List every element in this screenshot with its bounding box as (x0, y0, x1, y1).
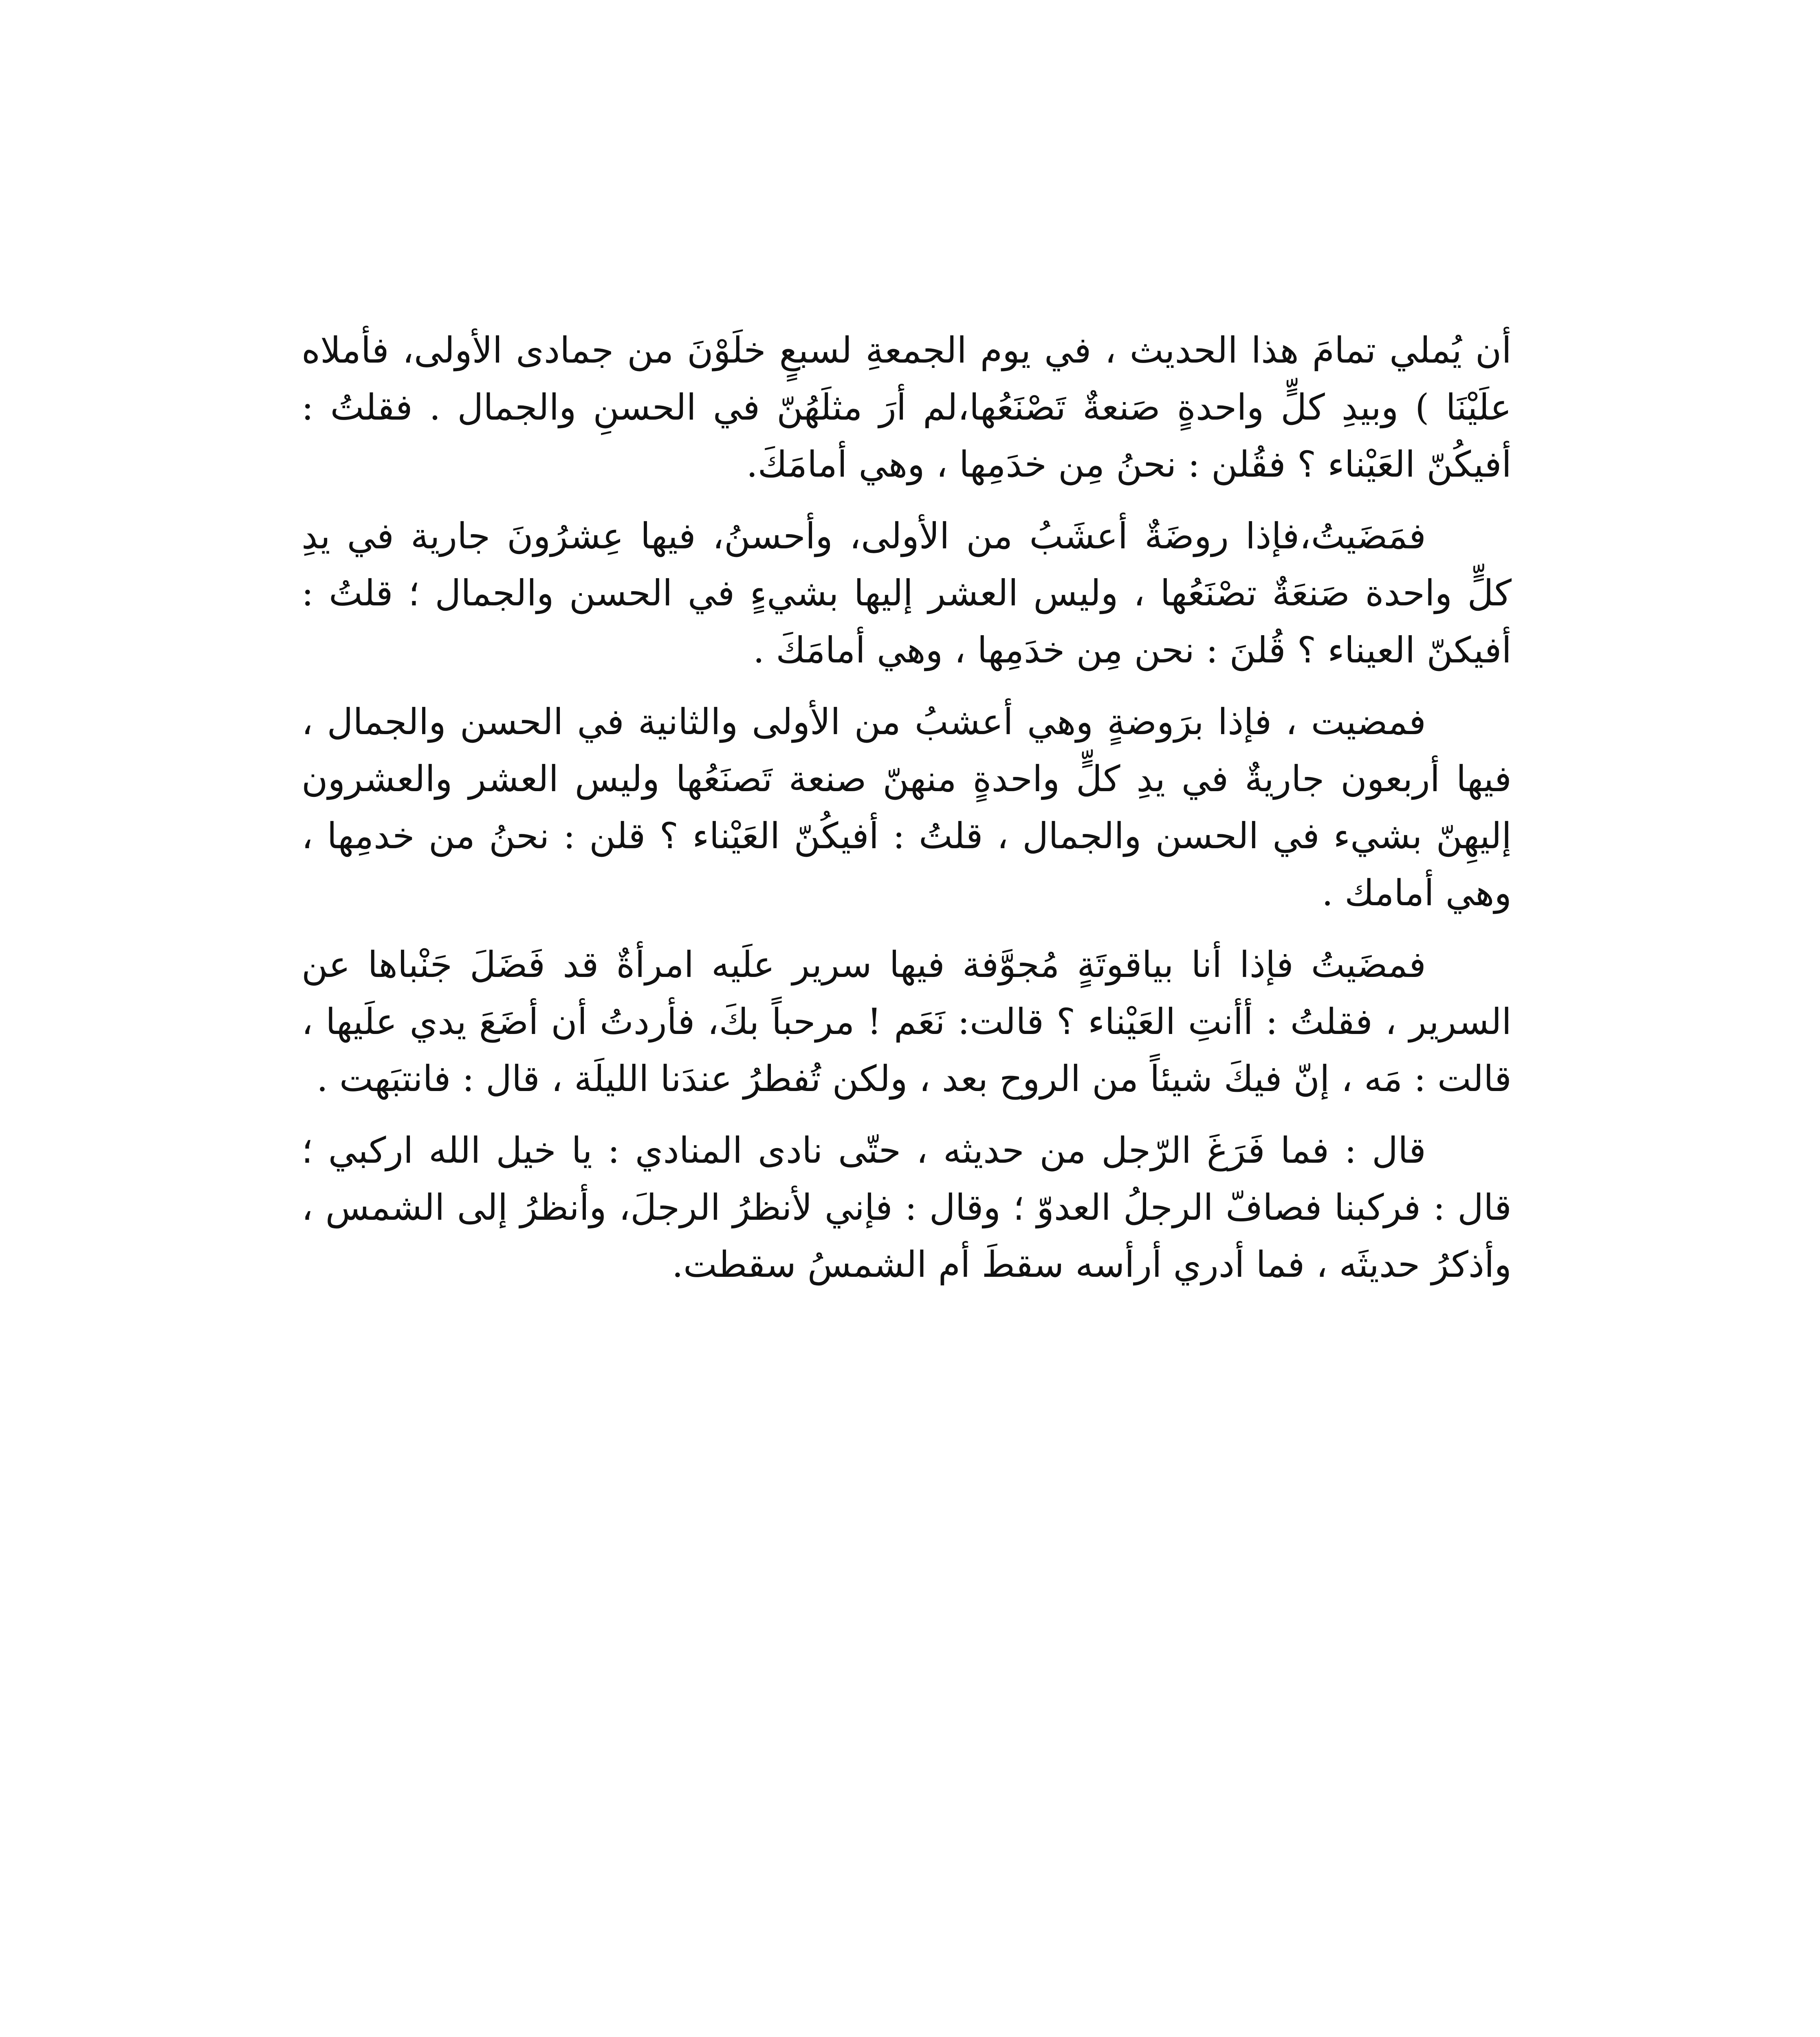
paragraph: فمَضَيتُ،فإذا روضَةٌ أعشَبُ من الأولى، وأحسنُ، فيها عِشرُونَ جارية في يدِ كلٍّ واحدة صَنعَةٌ تصْنَعُها ، وليس العشر إليها بشيءٍ في الحسن والجمال ؛ قلتُ : أفيكنّ العيناء ؟ قُلنَ : نحن مِن خدَمِها ، وهي أمامَكَ . (301, 515, 1512, 671)
paragraph: فمضَيتُ فإذا أنا بياقوتَةٍ مُجوَّفة فيها سرير علَيه امرأةٌ قد فَضَلَ جَنْباها عن السرير ، فقلتُ : أأنتِ العَيْناء ؟ قالت: نَعَم ! مرحباً بكَ، فأردتُ أن أضَعَ يدي علَيها ، قالت : مَه ، إنّ فيكَ شيئاً من الروح بعد ، ولكن تُفطرُ عندَنا الليلَة ، قال : فانتبَهت . (301, 944, 1512, 1100)
paragraph: قال : فما فَرَغَ الرّجل من حديثه ، حتّى نادى المنادي : يا خيل الله اركبي ؛ قال : فركبنا فصافّ الرجلُ العدوّ ؛ وقال : فإني لأنظرُ الرجلَ، وأنظرُ إلى الشمس ، وأذكرُ حديثَه ، فما أدري أرأسه سقطَ أم الشمسُ سقطت. (301, 1129, 1512, 1285)
body-text (301, 322, 1512, 1308)
paragraph: فمضيت ، فإذا برَوضةٍ وهي أعشبُ من الأولى والثانية في الحسن والجمال ، فيها أربعون جاريةٌ في يدِ كلٍّ واحدةٍ منهنّ صنعة تَصنَعُها وليس العشر والعشرون إليهِنّ بشيء في الحسن والجمال ، قلتُ : أفيكُنّ العَيْناء ؟ قلن : نحنُ من خدمِها ، وهي أمامك . (301, 701, 1512, 914)
paragraph: أن يُملي تمامَ هذا الحديث ، في يوم الجمعةِ لسبعٍ خلَوْنَ من جمادى الأولى، فأملاه علَيْنَا ) وبيدِ كلٍّ واحدةٍ صَنعةٌ تَصْنَعُها،لم أرَ مثلَهُنّ في الحسنِ والجمال . فقلتُ : أفيكُنّ العَيْناء ؟ فقُلن : نحنُ مِن خدَمِها ، وهي أمامَكَ. (301, 329, 1512, 485)
